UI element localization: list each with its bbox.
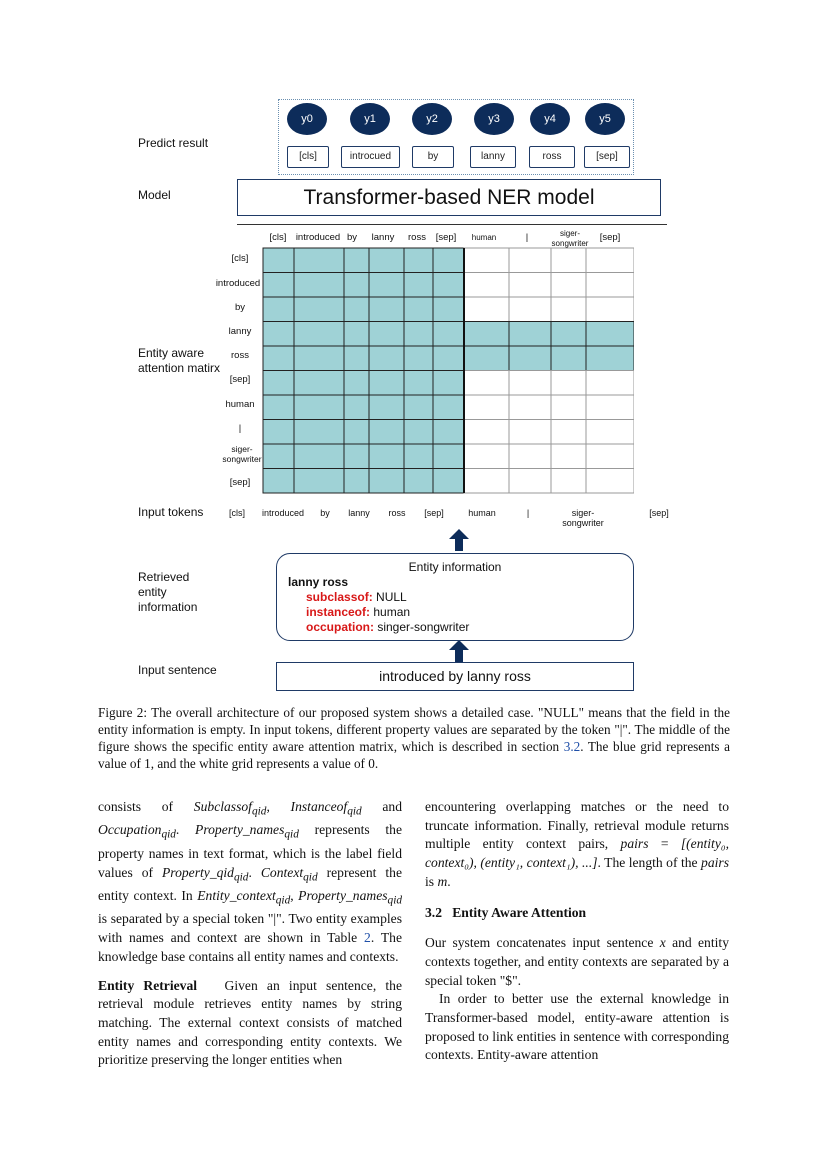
paragraph: encountering overlapping matches or the need to truncate information. Finally, retrieval module returns multiple entity context pairs, pairs = [(entity₀, context₀), (entity₁, context₁), ...]. The length of the pairs is m. xyxy=(425,799,729,889)
matrix-cell xyxy=(586,395,634,420)
matrix-cell xyxy=(344,371,369,396)
matrix-cell xyxy=(586,322,634,347)
matrix-cell xyxy=(509,273,551,298)
matrix-cell xyxy=(551,273,586,298)
matrix-cell xyxy=(464,469,509,494)
input-token: by xyxy=(320,508,330,518)
matrix-cell xyxy=(433,371,464,396)
output-y1: y1 xyxy=(350,103,390,135)
matrix-cell xyxy=(404,273,433,298)
matrix-row-header: by xyxy=(234,302,246,313)
matrix-row-header: [cls] xyxy=(231,253,249,264)
matrix-cell xyxy=(509,371,551,396)
input-token: lanny xyxy=(348,508,370,518)
entity-info-title: Entity information xyxy=(408,560,502,574)
matrix-cell xyxy=(404,469,433,494)
matrix-cell xyxy=(586,346,634,371)
matrix-col-header: [sep] xyxy=(435,232,457,243)
matrix-cell xyxy=(404,248,433,273)
section-heading: 3.2 Entity Aware Attention xyxy=(425,904,587,920)
input-token: [sep] xyxy=(649,508,669,518)
matrix-cell xyxy=(433,469,464,494)
input-token: [sep] xyxy=(424,508,444,518)
matrix-cell xyxy=(551,469,586,494)
matrix-cell xyxy=(263,297,294,322)
matrix-cell xyxy=(294,444,344,469)
matrix-cell xyxy=(369,395,404,420)
paragraph: consists of Subclassof$_{qid}$, Instanceof$_{qid}$ and Occupation$_{qid}$. Property_names$_{qid}$ represents the property names in text format, which is the label field values of Property_qid$_{qid}$. Context$_{qid}$ represent the entity context. In Entity_context$_{qid}$, Property_names$_{qid}$ is separated by a special token "|". Two entity examples with names and context are shown in Table 2. The knowledge base contains all entity names and contexts. xyxy=(98,799,403,964)
matrix-cell xyxy=(404,297,433,322)
predict-token: [cls] xyxy=(287,146,329,168)
matrix-cell xyxy=(509,346,551,371)
matrix-cell xyxy=(509,322,551,347)
label-input-sentence: Input sentence xyxy=(138,663,217,677)
predict-token: lanny xyxy=(470,146,516,168)
matrix-cell xyxy=(263,444,294,469)
matrix-cell xyxy=(294,395,344,420)
matrix-cell xyxy=(551,322,586,347)
output-y2: y2 xyxy=(412,103,452,135)
matrix-cell xyxy=(263,371,294,396)
matrix-cell xyxy=(586,371,634,396)
predict-token: by xyxy=(412,146,454,168)
matrix-row-header: siger- xyxy=(231,444,253,454)
matrix-cell xyxy=(344,420,369,445)
matrix-cell xyxy=(551,248,586,273)
matrix-cell xyxy=(344,395,369,420)
entity-name: lanny ross xyxy=(288,575,349,589)
matrix-cell xyxy=(433,444,464,469)
matrix-cell xyxy=(263,346,294,371)
paragraph: Our system concatenates input sentence x and entity contexts together, and entity contexts are separated by a special token "$". xyxy=(425,935,729,988)
matrix-cell xyxy=(586,444,634,469)
matrix-cell xyxy=(369,444,404,469)
matrix-cell xyxy=(464,322,509,347)
matrix-col-header: siger- xyxy=(559,229,580,238)
matrix-cell xyxy=(464,444,509,469)
input-token: songwriter xyxy=(562,518,604,528)
input-token: siger- xyxy=(571,508,595,518)
matrix-cell xyxy=(464,395,509,420)
matrix-row-header: human xyxy=(225,399,255,410)
matrix-cell xyxy=(294,371,344,396)
right-column xyxy=(425,798,729,1065)
matrix-cell xyxy=(586,297,634,322)
matrix-row-header: introduced xyxy=(215,278,261,289)
divider xyxy=(237,224,667,225)
input-token: human xyxy=(468,508,496,518)
matrix-cell xyxy=(433,346,464,371)
matrix-cell xyxy=(509,395,551,420)
matrix-cell xyxy=(263,322,294,347)
matrix-cell xyxy=(344,273,369,298)
matrix-cell xyxy=(369,273,404,298)
output-y3: y3 xyxy=(474,103,514,135)
matrix-cell xyxy=(294,273,344,298)
paragraph: Entity Retrieval Given an input sentence, the retrieval module retrieves entity names by string matching. The external context consists of matched entity names and corresponding entity contexts. We prioritize preserving the longer entities when xyxy=(98,977,402,1068)
matrix-cell xyxy=(404,444,433,469)
matrix-cell xyxy=(464,346,509,371)
matrix-cell xyxy=(464,371,509,396)
label-retrieved-1: Retrieved xyxy=(138,570,190,584)
matrix-cell xyxy=(509,420,551,445)
output-y0: y0 xyxy=(287,103,327,135)
input-token: [cls] xyxy=(228,508,245,518)
matrix-cell xyxy=(551,395,586,420)
matrix-cell xyxy=(404,346,433,371)
matrix-row-header: ross xyxy=(231,350,249,361)
matrix-cell xyxy=(551,371,586,396)
matrix-cell xyxy=(369,346,404,371)
matrix-cell xyxy=(263,395,294,420)
label-retrieved-2: entity xyxy=(138,585,167,599)
matrix-cell xyxy=(263,273,294,298)
label-retrieved-3: information xyxy=(138,600,198,614)
paragraph: In order to better use the external knowledge in Transformer-based model, entity-aware attention is proposed to link entities in sentence with corresponding contexts. Entity-aware attention xyxy=(425,991,729,1063)
matrix-cell xyxy=(294,346,344,371)
entity-information-box xyxy=(276,553,634,641)
input-token: introduced xyxy=(261,508,305,518)
predict-token: [sep] xyxy=(584,146,630,168)
matrix-cell xyxy=(433,420,464,445)
matrix-cell xyxy=(344,248,369,273)
matrix-cell xyxy=(404,371,433,396)
entity-occupation: occupation: singer-songwriter xyxy=(306,620,470,634)
matrix-cell xyxy=(369,322,404,347)
matrix-cell xyxy=(586,469,634,494)
matrix-col-header: by xyxy=(346,232,358,243)
matrix-cell xyxy=(294,469,344,494)
predict-result-box xyxy=(278,99,634,175)
matrix-cell xyxy=(464,297,509,322)
matrix-cell xyxy=(551,346,586,371)
up-arrow-icon xyxy=(449,529,469,551)
matrix-cell xyxy=(263,420,294,445)
matrix-cell xyxy=(551,444,586,469)
model-box: Transformer-based NER model xyxy=(237,179,661,216)
label-matrix-2: attention matirx xyxy=(138,361,221,375)
matrix-cell xyxy=(433,248,464,273)
left-column xyxy=(98,798,402,1070)
matrix-cell xyxy=(433,273,464,298)
paragraph-heading: Entity Retrieval xyxy=(98,977,198,993)
matrix-col-header: [cls] xyxy=(269,232,287,243)
matrix-cell xyxy=(369,297,404,322)
matrix-cell xyxy=(551,297,586,322)
matrix-cell xyxy=(464,248,509,273)
label-matrix-1: Entity aware xyxy=(138,346,205,360)
label-model: Model xyxy=(138,188,171,202)
matrix-cell xyxy=(509,444,551,469)
matrix-cell xyxy=(294,248,344,273)
section-ref-link[interactable]: 3.2 xyxy=(563,739,581,754)
predict-token: ross xyxy=(529,146,575,168)
matrix-col-header: [sep] xyxy=(599,232,621,243)
matrix-cell xyxy=(404,395,433,420)
matrix-col-header: lanny xyxy=(371,232,395,243)
matrix-cell xyxy=(369,469,404,494)
matrix-cell xyxy=(263,469,294,494)
matrix-col-header: introduced xyxy=(295,232,341,243)
matrix-cell xyxy=(464,420,509,445)
matrix-cell xyxy=(404,322,433,347)
matrix-cell xyxy=(509,248,551,273)
table-ref-link[interactable]: 2 xyxy=(364,930,371,946)
up-arrow-icon xyxy=(449,640,469,662)
matrix-cell xyxy=(586,420,634,445)
matrix-cell xyxy=(294,322,344,347)
matrix-cell xyxy=(433,395,464,420)
label-predict-result: Predict result xyxy=(138,136,209,150)
matrix-cell xyxy=(433,322,464,347)
matrix-cell xyxy=(404,420,433,445)
entity-instanceof: instanceof: human xyxy=(306,605,411,619)
input-token: | xyxy=(526,508,530,518)
matrix-row-header: lanny xyxy=(228,326,252,337)
matrix-col-header: | xyxy=(525,232,529,243)
matrix-col-header: human xyxy=(471,233,497,242)
attention-matrix xyxy=(262,247,634,499)
matrix-cell xyxy=(586,248,634,273)
matrix-cell xyxy=(509,297,551,322)
matrix-cell xyxy=(369,420,404,445)
matrix-cell xyxy=(344,444,369,469)
predict-token: introcued xyxy=(341,146,400,168)
matrix-cell xyxy=(551,420,586,445)
matrix-cell xyxy=(433,297,464,322)
matrix-col-header: ross xyxy=(408,232,426,243)
output-y5: y5 xyxy=(585,103,625,135)
matrix-cell xyxy=(509,469,551,494)
matrix-cell xyxy=(294,420,344,445)
matrix-cell xyxy=(369,371,404,396)
matrix-cell xyxy=(369,248,404,273)
figure-caption: Figure 2: The overall architecture of our proposed system shows a detailed case. "NULL" means that the field in the entity information is empty. In input tokens, different property values are separated by the token "|". The middle of the figure shows the specific entity aware attention matrix, which is described in section 3.2. The blue grid represents a value of 1, and the white grid represents a value of 0. xyxy=(98,705,730,771)
matrix-cell xyxy=(344,322,369,347)
matrix-cell xyxy=(344,297,369,322)
matrix-col-header: songwriter xyxy=(551,239,589,248)
matrix-cell xyxy=(464,273,509,298)
matrix-cell xyxy=(294,297,344,322)
matrix-row-header: | xyxy=(238,423,242,434)
input-sentence-box: introduced by lanny ross xyxy=(276,662,634,691)
matrix-row-header: [sep] xyxy=(229,374,251,385)
input-token: ross xyxy=(388,508,406,518)
output-y4: y4 xyxy=(530,103,570,135)
matrix-cell xyxy=(344,346,369,371)
matrix-row-header: songwriter xyxy=(222,454,262,464)
matrix-row-header: [sep] xyxy=(229,477,251,488)
matrix-cell xyxy=(586,273,634,298)
matrix-cell xyxy=(344,469,369,494)
matrix-cell xyxy=(263,248,294,273)
entity-subclassof: subclassof: NULL xyxy=(306,590,407,604)
label-input-tokens: Input tokens xyxy=(138,505,204,519)
